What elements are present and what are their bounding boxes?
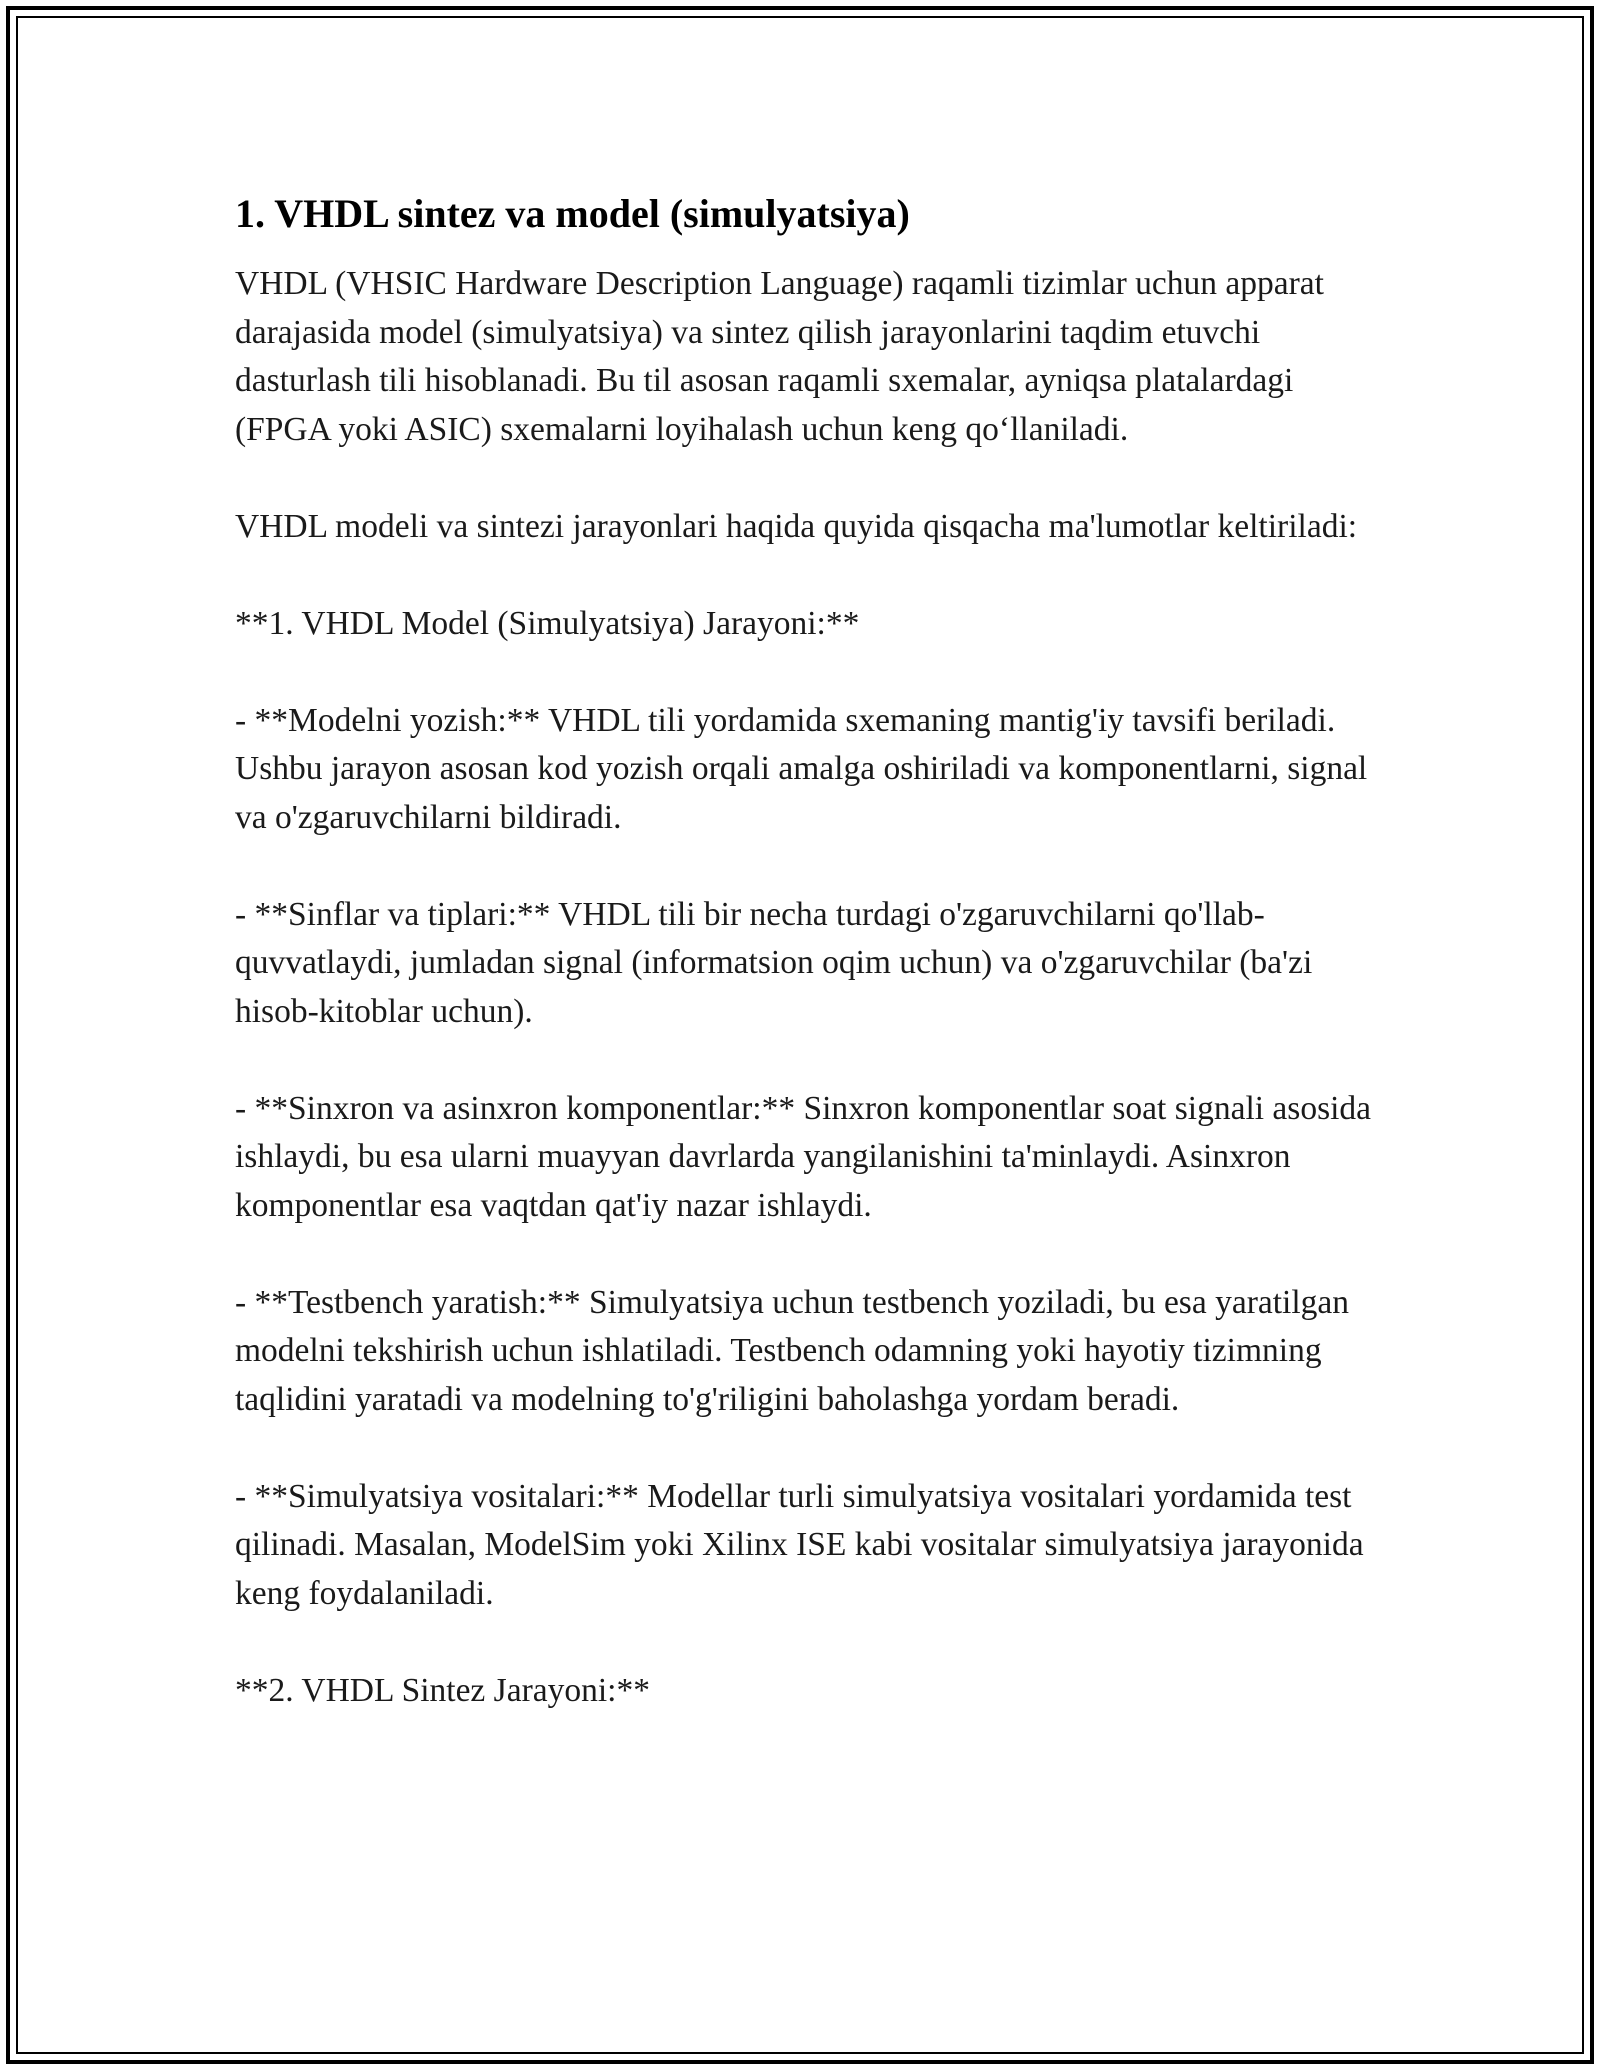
document-body bbox=[235, 188, 1375, 1764]
bullet-sync-async: - **Sinxron va asinxron komponentlar:** Sinxron komponentlar soat signali asosida ishlaydi, bu esa ularni muayyan davrlarda yangilanishini ta'minlaydi. Asinxron komponentlar esa vaqtdan qat'iy nazar ishlaydi. bbox=[235, 1089, 1372, 1224]
bullet-testbench: - **Testbench yaratish:** Simulyatsiya uchun testbench yoziladi, bu esa yaratilgan modelni tekshirish uchun ishlatiladi. Testbench odamning yoki hayotiy tizimning taqlidini yaratadi va modelning to'g'riligini baholashga yordam beradi. bbox=[235, 1283, 1350, 1418]
bullet-model-writing: - **Modelni yozish:** VHDL tili yordamida sxemaning mantig'iy tavsifi beriladi. Ushbu jarayon asosan kod yozish orqali amalga oshiriladi va komponentlarni, signal va o'zgaruvchilarni bildiradi. bbox=[235, 701, 1368, 836]
document-title: 1. VHDL sintez va model (simulyatsiya) bbox=[235, 191, 910, 236]
summary-lead-paragraph: VHDL modeli va sintezi jarayonlari haqida quyida qisqacha ma'lumotlar keltiriladi: bbox=[235, 507, 1358, 545]
section-heading-model: **1. VHDL Model (Simulyatsiya) Jarayoni:** bbox=[235, 604, 860, 642]
bullet-simulation-tools: - **Simulyatsiya vositalari:** Modellar turli simulyatsiya vositalari yordamida test qilinadi. Masalan, ModelSim yoki Xilinx ISE kabi vositalar simulyatsiya jarayonida keng foydalaniladi. bbox=[235, 1477, 1364, 1612]
section-heading-synthesis: **2. VHDL Sintez Jarayoni:** bbox=[235, 1671, 650, 1709]
bullet-classes-types: - **Sinflar va tiplari:** VHDL tili bir necha turdagi o'zgaruvchilarni qo'llab-quvvatlaydi, jumladan signal (informatsion oqim uchun) va o'zgaruvchilar (ba'zi hisob-kitoblar uchun). bbox=[235, 895, 1313, 1030]
intro-paragraph: VHDL (VHSIC Hardware Description Language) raqamli tizimlar uchun apparat darajasida model (simulyatsiya) va sintez qilish jarayonlarini taqdim etuvchi dasturlash tili hisoblanadi. Bu til asosan raqamli sxemalar, ayniqsa platalardagi (FPGA yoki ASIC) sxemalarni loyihalash uchun keng qo‘llaniladi. bbox=[235, 265, 1324, 448]
